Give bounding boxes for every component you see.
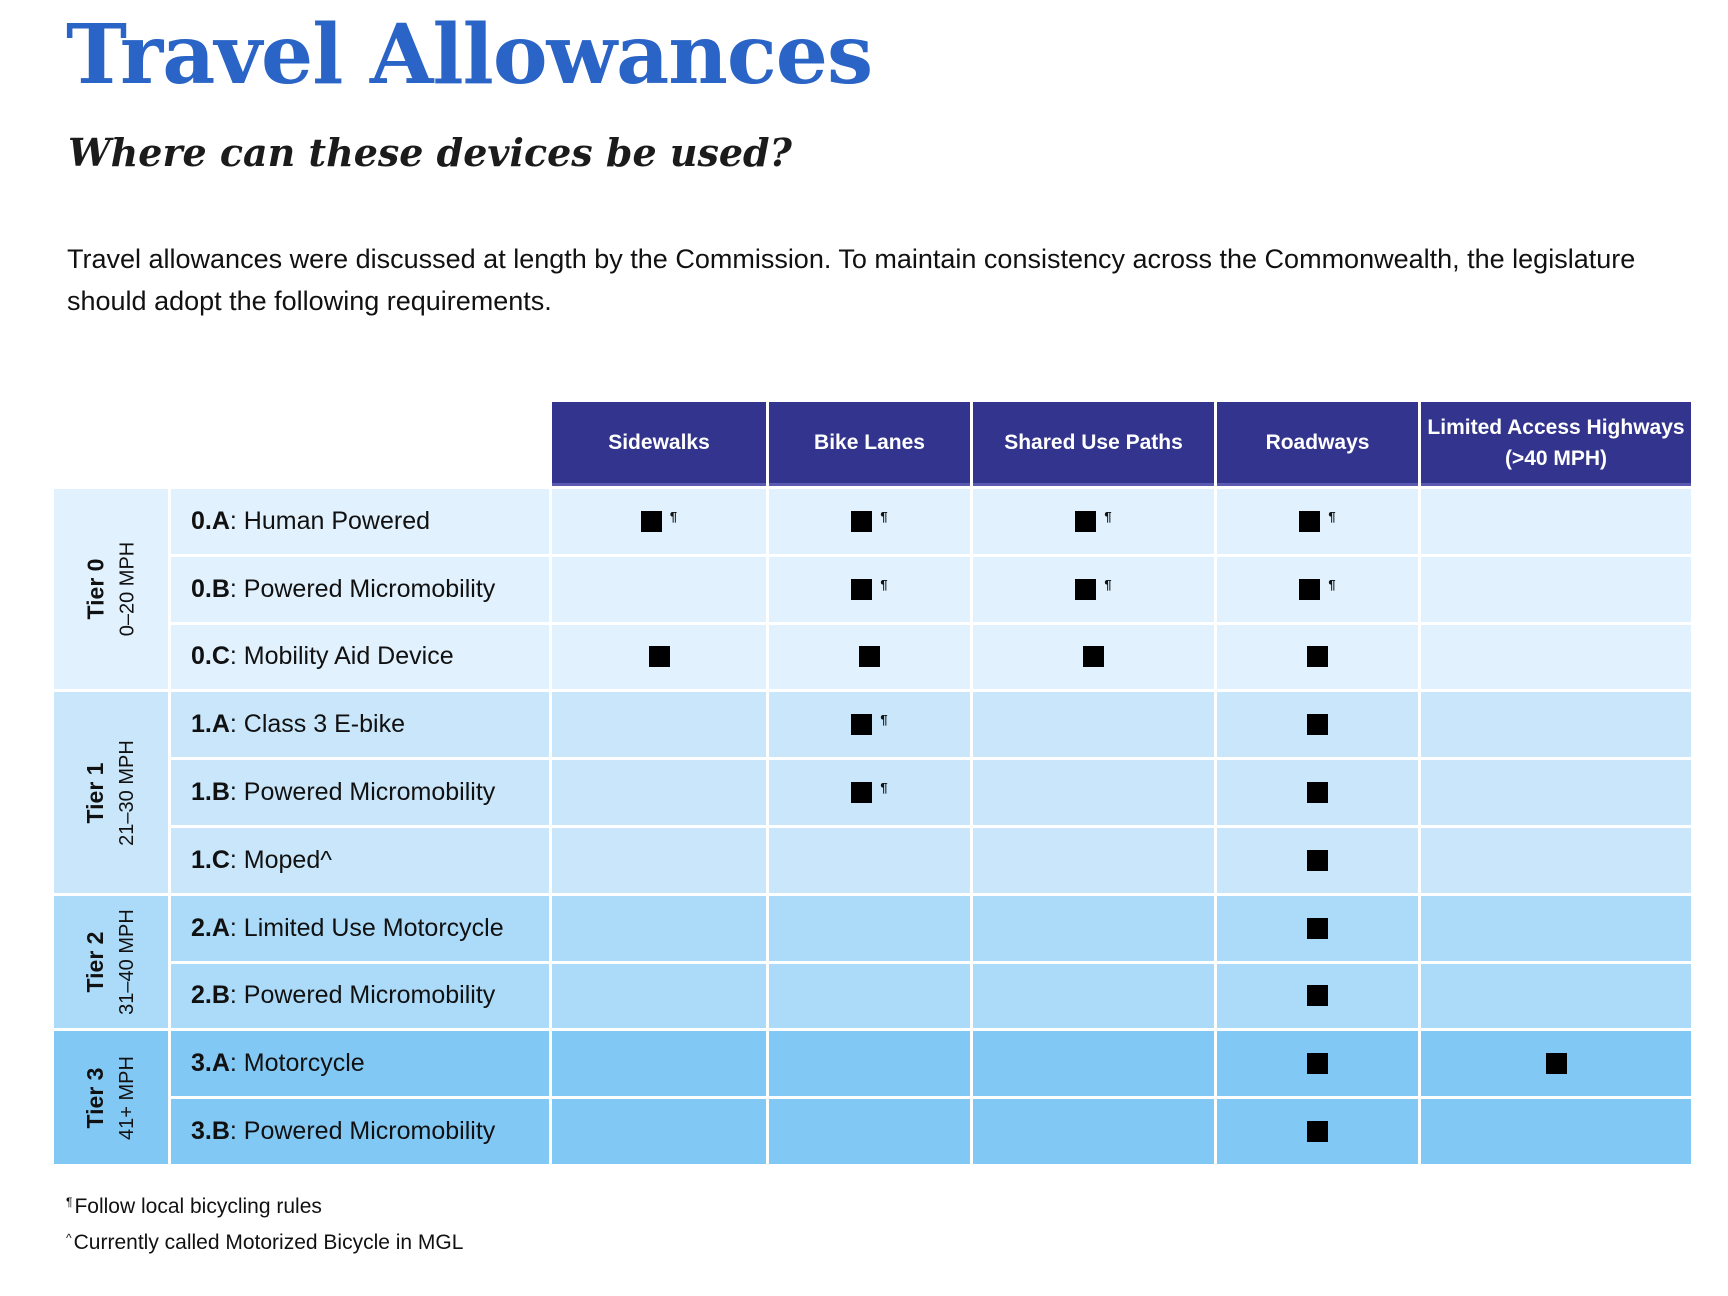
row-label-0c bbox=[171, 622, 549, 690]
row-label: : Powered Micromobility bbox=[229, 778, 496, 807]
allowance-cell bbox=[1217, 622, 1418, 690]
row-label: : Powered Micromobility bbox=[229, 574, 496, 603]
allowed-square-icon bbox=[1299, 579, 1320, 600]
allowance-cell bbox=[769, 825, 970, 893]
bicycle-rules-mark: ¶ bbox=[880, 508, 888, 524]
row-label: : Mobility Aid Device bbox=[229, 642, 454, 671]
allowance-cell bbox=[552, 825, 766, 893]
allowance-cell bbox=[1421, 961, 1691, 1029]
allowed-square-icon bbox=[1307, 1053, 1328, 1074]
row-label: : Limited Use Motorcycle bbox=[229, 913, 504, 942]
row-label-3a bbox=[171, 1028, 549, 1096]
allowance-cell bbox=[973, 961, 1214, 1029]
row-label: : Human Powered bbox=[229, 506, 431, 535]
footnote-mark: ¶ bbox=[66, 1195, 73, 1209]
table-corner bbox=[54, 402, 549, 486]
allowance-cell bbox=[769, 961, 970, 1029]
allowance-cell bbox=[1217, 1028, 1418, 1096]
allowance-cell bbox=[1421, 1096, 1691, 1164]
tier-speed: 21–30 MPH bbox=[116, 739, 138, 846]
intro-paragraph: Travel allowances were discussed at length by the Commission. To maintain consistency across the Commonwealth, the legislature should adopt the following requirements. bbox=[67, 244, 1636, 316]
tier-3-cell bbox=[54, 1028, 168, 1164]
allowance-cell bbox=[973, 757, 1214, 825]
row-label: : Motorcycle bbox=[229, 1049, 365, 1078]
allowed-square-icon bbox=[1307, 918, 1328, 939]
footnote-moped bbox=[66, 1226, 463, 1262]
allowance-cell bbox=[552, 1028, 766, 1096]
allowance-cell bbox=[1217, 1096, 1418, 1164]
row-label-2b bbox=[171, 961, 549, 1029]
column-header-shared-use-paths: Shared Use Paths bbox=[973, 402, 1214, 486]
tier-speed: 31–40 MPH bbox=[116, 909, 138, 1015]
allowance-cell bbox=[552, 961, 766, 1029]
row-code: 3.A bbox=[191, 1049, 230, 1078]
allowance-cell bbox=[552, 622, 766, 690]
column-header-roadways: Roadways bbox=[1217, 402, 1418, 486]
allowance-cell bbox=[1421, 1028, 1691, 1096]
allowed-square-icon bbox=[1307, 850, 1328, 871]
footnote-bicycle-rules bbox=[66, 1190, 463, 1226]
row-code: 1.A bbox=[191, 710, 230, 739]
travel-allowances-table bbox=[54, 402, 1685, 1167]
allowed-square-icon bbox=[1546, 1053, 1567, 1074]
footnotes bbox=[66, 1190, 463, 1262]
allowed-square-icon bbox=[851, 579, 872, 600]
row-label-1c bbox=[171, 825, 549, 893]
row-code: 0.A bbox=[191, 506, 230, 535]
allowance-cell bbox=[769, 622, 970, 690]
allowed-square-icon bbox=[851, 782, 872, 803]
bicycle-rules-mark: ¶ bbox=[880, 780, 888, 796]
tier-0-cell bbox=[54, 486, 168, 689]
allowance-cell bbox=[1217, 486, 1418, 554]
allowance-cell bbox=[769, 554, 970, 622]
allowed-square-icon bbox=[1307, 1121, 1328, 1142]
allowance-cell bbox=[769, 893, 970, 961]
tier-name: Tier 2 bbox=[82, 931, 108, 993]
allowed-square-icon bbox=[859, 646, 880, 667]
footnote-text: Currently called Motorized Bicycle in MGL bbox=[73, 1231, 464, 1254]
row-label-0b bbox=[171, 554, 549, 622]
page-title: Travel Allowances bbox=[66, 7, 873, 103]
tier-speed: 41+ MPH bbox=[116, 1055, 138, 1140]
allowance-cell bbox=[552, 757, 766, 825]
allowance-cell bbox=[1421, 554, 1691, 622]
footnote-text: Follow local bicycling rules bbox=[74, 1195, 322, 1218]
allowance-cell bbox=[552, 689, 766, 757]
allowed-square-icon bbox=[1075, 579, 1096, 600]
allowance-cell bbox=[769, 757, 970, 825]
allowed-square-icon bbox=[1307, 714, 1328, 735]
allowed-square-icon bbox=[1307, 646, 1328, 667]
allowance-cell bbox=[973, 893, 1214, 961]
bicycle-rules-mark: ¶ bbox=[1328, 508, 1336, 524]
row-label: : Powered Micromobility bbox=[229, 981, 496, 1010]
row-label: : Powered Micromobility bbox=[229, 1117, 496, 1146]
row-label-1a bbox=[171, 689, 549, 757]
allowance-cell bbox=[1217, 961, 1418, 1029]
allowed-square-icon bbox=[851, 714, 872, 735]
row-code: 3.B bbox=[191, 1117, 230, 1146]
allowance-cell bbox=[1217, 757, 1418, 825]
tier-name: Tier 1 bbox=[82, 762, 108, 824]
allowance-cell bbox=[973, 622, 1214, 690]
allowed-square-icon bbox=[1083, 646, 1104, 667]
allowance-cell bbox=[973, 689, 1214, 757]
tier-speed: 0–20 MPH bbox=[116, 541, 138, 637]
allowance-cell bbox=[973, 554, 1214, 622]
allowance-cell bbox=[1421, 757, 1691, 825]
row-code: 1.C bbox=[191, 845, 230, 874]
tier-2-cell bbox=[54, 893, 168, 1029]
bicycle-rules-mark: ¶ bbox=[880, 712, 888, 728]
bicycle-rules-mark: ¶ bbox=[1328, 576, 1336, 592]
column-header-bike-lanes: Bike Lanes bbox=[769, 402, 970, 486]
allowance-cell bbox=[1217, 554, 1418, 622]
allowance-cell bbox=[1421, 622, 1691, 690]
row-label: : Moped^ bbox=[229, 845, 332, 874]
bicycle-rules-mark: ¶ bbox=[669, 508, 678, 524]
allowance-cell bbox=[973, 1096, 1214, 1164]
allowance-cell bbox=[769, 486, 970, 554]
allowed-square-icon bbox=[1299, 511, 1320, 532]
tier-name: Tier 3 bbox=[82, 1067, 108, 1129]
row-label-0a bbox=[171, 486, 549, 554]
bicycle-rules-mark: ¶ bbox=[1104, 576, 1112, 592]
bicycle-rules-mark: ¶ bbox=[1104, 508, 1112, 524]
allowance-cell bbox=[552, 486, 766, 554]
allowance-cell bbox=[1217, 825, 1418, 893]
allowance-cell bbox=[552, 893, 766, 961]
allowance-cell bbox=[973, 1028, 1214, 1096]
allowance-cell bbox=[552, 554, 766, 622]
allowance-cell bbox=[1421, 689, 1691, 757]
row-label-2a bbox=[171, 893, 549, 961]
allowed-square-icon bbox=[1075, 511, 1096, 532]
allowed-square-icon bbox=[1307, 985, 1328, 1006]
allowance-cell bbox=[1421, 825, 1691, 893]
column-header-sidewalks: Sidewalks bbox=[552, 402, 766, 486]
allowance-cell bbox=[973, 486, 1214, 554]
column-header-limited-access-highways: Limited Access Highways (>40 MPH) bbox=[1421, 402, 1691, 486]
row-code: 0.B bbox=[191, 574, 230, 603]
allowed-square-icon bbox=[641, 511, 662, 532]
row-label-1b bbox=[171, 757, 549, 825]
allowed-square-icon bbox=[851, 511, 872, 532]
tier-name: Tier 0 bbox=[82, 558, 108, 620]
row-code: 0.C bbox=[191, 642, 230, 671]
allowed-square-icon bbox=[1307, 782, 1328, 803]
page-subtitle: Where can these devices be used? bbox=[68, 130, 792, 175]
allowance-cell bbox=[1421, 893, 1691, 961]
row-code: 2.B bbox=[191, 981, 230, 1010]
allowance-cell bbox=[1217, 893, 1418, 961]
row-code: 1.B bbox=[191, 778, 230, 807]
allowance-cell bbox=[769, 689, 970, 757]
allowance-cell bbox=[1217, 689, 1418, 757]
allowed-square-icon bbox=[649, 646, 670, 667]
allowance-cell bbox=[552, 1096, 766, 1164]
allowance-cell bbox=[769, 1096, 970, 1164]
row-label-3b bbox=[171, 1096, 549, 1164]
allowance-cell bbox=[769, 1028, 970, 1096]
allowance-cell bbox=[1421, 486, 1691, 554]
bicycle-rules-mark: ¶ bbox=[880, 576, 888, 592]
row-code: 2.A bbox=[191, 913, 230, 942]
row-label: : Class 3 E-bike bbox=[229, 710, 405, 739]
tier-1-cell bbox=[54, 689, 168, 892]
footnote-mark: ^ bbox=[66, 1231, 72, 1245]
allowance-cell bbox=[973, 825, 1214, 893]
